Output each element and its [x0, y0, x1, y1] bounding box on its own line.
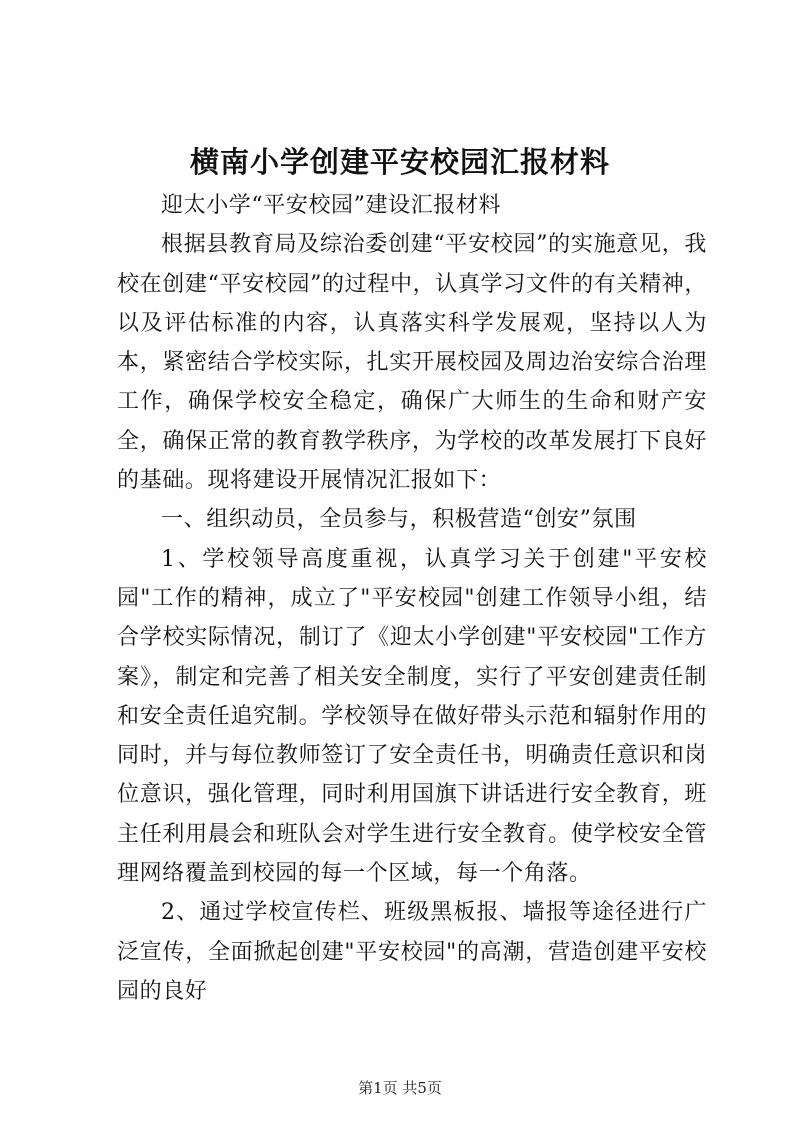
body-paragraph: 1、学校领导高度重视，认真学习关于创建"平安校园"工作的精神，成立了"平安校园"创建工作领导小组，结合学校实际情况，制订了《迎太小学创建"平安校园"工作方案》，制定和完善了相关安全制度，实行了平安创建责任制和安全责任追究制。学校领导在做好带头示范和辐射作用的同时，并与每位教师签订了安全责任书，明确责任意识和岗位意识，强化管理，同时利用国旗下讲话进行安全教育，班主任利用晨会和班队会对学生进行安全教育。使学校安全管理网络覆盖到校园的每一个区域，每一个角落。: [117, 546, 707, 887]
document-body: [117, 186, 707, 1011]
subtitle-paragraph: 迎太小学“平安校园”建设汇报材料: [161, 193, 502, 218]
body-paragraph: 2、通过学校宣传栏、班级黑板报、墙报等途径进行广泛宣传，全面掀起创建"平安校园"的高潮，营造创建平安校园的良好: [117, 900, 707, 1004]
page-number-footer: 第1页 共5页: [358, 1079, 442, 1097]
intro-paragraph: 根据县教育局及综治委创建“平安校园”的实施意见，我校在创建“平安校园”的过程中，认真学习文件的有关精神，以及评估标准的内容，认真落实科学发展观，坚持以人为本，紧密结合学校实际，扎实开展校园及周边治安综合治理工作，确保学校安全稳定，确保广大师生的生命和财产安全，确保正常的教育教学秩序，为学校的改革发展打下良好的基础。现将建设开展情况汇报如下：: [117, 232, 707, 494]
document-title: 横南小学创建平安校园汇报材料: [189, 145, 610, 179]
section-heading: 一、组织动员，全员参与，积极营造“创安”氛围: [161, 507, 637, 533]
